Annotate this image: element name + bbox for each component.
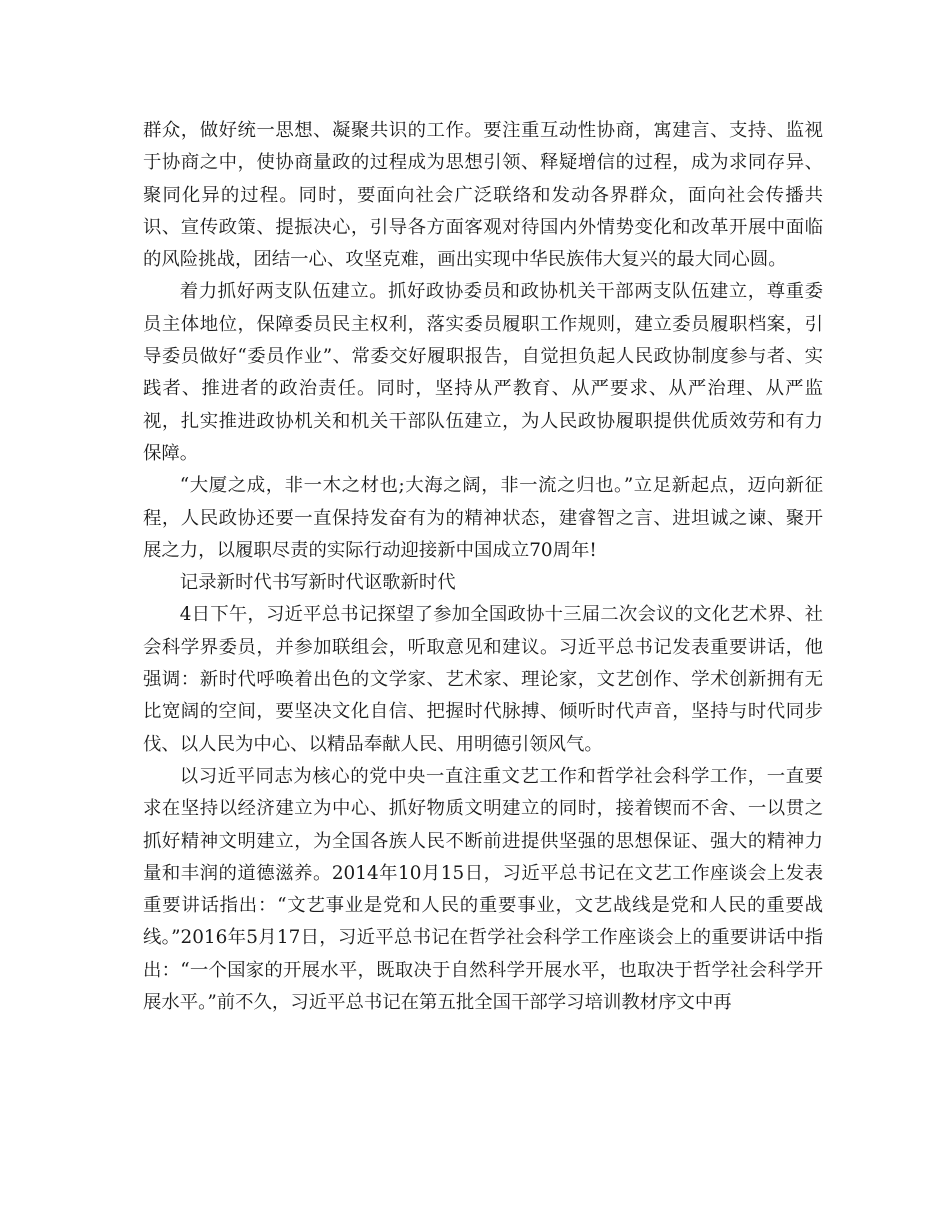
- paragraph-quote: “大厦之成，非一木之材也;大海之阔，非一流之归也。”立足新起点，迈向新征程，人民政协还要一直保持发奋有为的精神状态，建睿智之言、进坦诚之谏、聚开展之力，以履职尽责的实际行动迎接新中国成立70周年!: [143, 475, 823, 561]
- paragraph-culture-work: 以习近平同志为核心的党中央一直注重文艺工作和哲学社会科学工作，一直要求在坚持以经济建立为中心、抓好物质文明建立的同时，接着锲而不舍、一以贯之抓好精神文明建立，为全国各族人民不断前进提供坚强的思想保证、强大的精神力量和丰润的道德滋养。2014年10月15日，习近平总书记在文艺工作座谈会上发表重要讲话指出：“文艺事业是党和人民的重要事业，文艺战线是党和人民的重要战线。”2016年5月17日，习近平总书记在哲学社会科学工作座谈会上的重要讲话中指出：“一个国家的开展水平，既取决于自然科学开展水平，也取决于哲学社会科学开展水平。”前不久，习近平总书记在第五批全国干部学习培训教材序文中再: [143, 765, 823, 1014]
- document-body: [143, 115, 823, 1019]
- paragraph-visit: 4日下午，习近平总书记探望了参加全国政协十三届二次会议的文化艺术界、社会科学界委员，并参加联组会，听取意见和建议。习近平总书记发表重要讲话，他强调：新时代呼唤着出色的文学家、艺术家、理论家，文艺创作、学术创新拥有无比宽阔的空间，要坚决文化自信、把握时代脉搏、倾听时代声音，坚持与时代同步伐、以人民为中心、以精品奉献人民、用明德引领风气。: [143, 604, 823, 755]
- paragraph-continuation: 群众，做好统一思想、凝聚共识的工作。要注重互动性协商，寓建言、支持、监视于协商之中，使协商量政的过程成为思想引领、释疑增信的过程，成为求同存异、聚同化异的过程。同时，要面向社会广泛联络和发动各界群众，面向社会传播共识、宣传政策、提振决心，引导各方面客观对待国内外情势变化和改革开展中面临的风险挑战，团结一心、攻坚克难，画出实现中华民族伟大复兴的最大同心圆。: [143, 120, 823, 271]
- section-heading: 记录新时代书写新时代讴歌新时代: [179, 572, 456, 594]
- paragraph-team-building: 着力抓好两支队伍建立。抓好政协委员和政协机关干部两支队伍建立，尊重委员主体地位，保障委员民主权利，落实委员履职工作规则，建立委员履职档案，引导委员做好“委员作业”、常委交好履职报告，自觉担负起人民政协制度参与者、实践者、推进者的政治责任。同时，坚持从严教育、从严要求、从严治理、从严监视，扎实推进政协机关和机关干部队伍建立，为人民政协履职提供优质效劳和有力保障。: [143, 281, 823, 464]
